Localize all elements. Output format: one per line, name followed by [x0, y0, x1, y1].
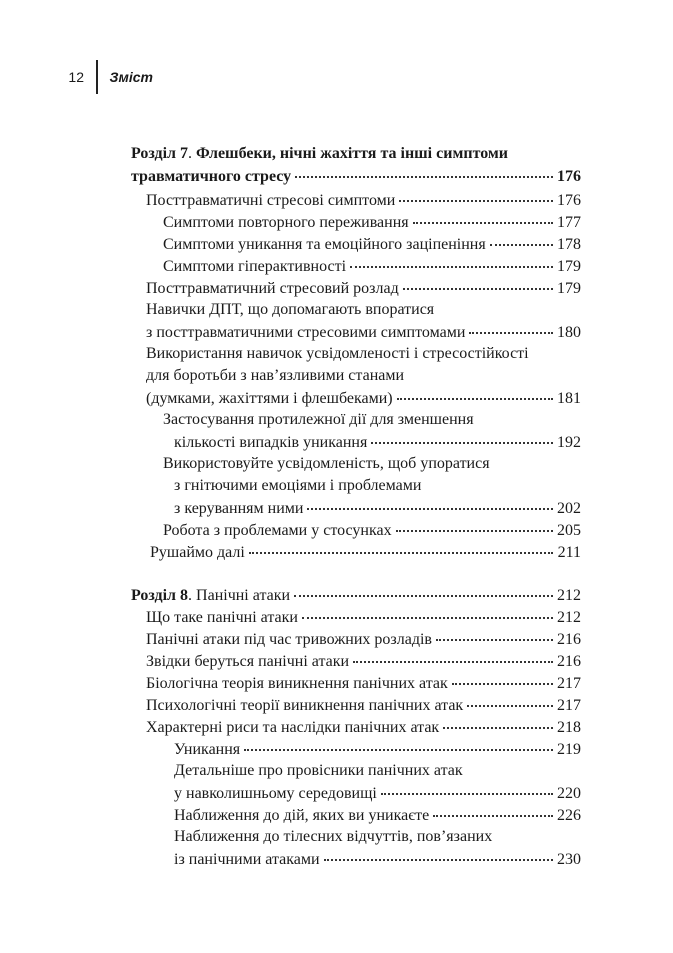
dot-leader: [302, 603, 553, 619]
header-title: Зміст: [109, 69, 153, 85]
toc-entry-text: Використовуйте усвідомленість, щоб упоратися: [163, 455, 490, 472]
toc-page-number: 217: [557, 697, 581, 714]
toc-page-number: 177: [557, 214, 581, 231]
dot-leader: [350, 252, 553, 268]
toc-page-number: 181: [557, 390, 581, 407]
toc-entry-text: Що таке панічні атаки: [146, 609, 298, 626]
dot-leader: [403, 274, 553, 290]
toc-entry-text: Біологічна теорія виникнення панічних атак: [146, 675, 448, 692]
toc-page-number: 212: [557, 609, 581, 626]
toc-entry[interactable]: [146, 343, 581, 365]
dot-leader: [396, 516, 553, 532]
toc-entry-text: Детальніше про провісники панічних атак: [174, 762, 463, 779]
dot-leader: [443, 713, 553, 729]
toc-chapter-7-title-cont[interactable]: [131, 165, 581, 187]
toc-entry-text: Використання навичок усвідомленості і стресостійкості: [146, 345, 529, 362]
dot-leader: [381, 779, 553, 795]
chapter-label: Розділ 7: [131, 145, 189, 162]
dot-leader: [467, 691, 553, 707]
toc-entry[interactable]: [146, 277, 581, 299]
dot-leader: [294, 581, 553, 597]
toc-entry-text: травматичного стресу: [131, 168, 292, 185]
toc-entry-cont[interactable]: [174, 431, 581, 453]
toc-entry-cont[interactable]: [146, 387, 581, 409]
toc-entry-text: Посттравматичні стресові симптоми: [146, 192, 396, 209]
toc-entry-text: Навички ДПТ, що допомагають впоратися: [146, 301, 435, 318]
dot-leader: [397, 384, 553, 400]
toc-entry[interactable]: [174, 738, 581, 760]
toc-entry[interactable]: [163, 453, 581, 475]
toc-entry-text: Наближення до дій, яких ви уникаєте: [174, 807, 430, 824]
toc-entry-text: з посттравматичними стресовими симптомами: [146, 324, 466, 341]
toc-page-number: 176: [557, 192, 581, 209]
toc-page-number: 217: [557, 675, 581, 692]
toc-entry-text: Симптоми повторного переживання: [163, 214, 409, 231]
toc-page-number: 179: [557, 280, 581, 297]
toc-chapter-7-title[interactable]: Розділ 7. Флешбеки, нічні жахіття та інші симптоми: [131, 145, 509, 162]
toc-entry-text: Психологічні теорії виникнення панічних атак: [146, 697, 464, 714]
chapter-title-part: Флешбеки, нічні жахіття та інші симптоми: [192, 145, 509, 162]
header-divider: [96, 60, 98, 94]
toc-entry-text: Симптоми уникання та емоційного заціпеніння: [163, 236, 486, 253]
toc-entry-text: Робота з проблемами у стосунках: [163, 522, 392, 539]
toc-entry-text: Застосування протилежної дії для зменшення: [163, 411, 474, 428]
toc-entry-text: з гнітючими емоціями і проблемами: [174, 477, 422, 494]
toc-entry-text: Панічні атаки під час тривожних розладів: [146, 631, 432, 648]
toc-page-number: 216: [557, 631, 581, 648]
toc-page-number: 202: [557, 500, 581, 517]
toc-page-number: 218: [557, 719, 581, 736]
dot-leader: [436, 625, 553, 641]
toc-entry-text: Рушаймо далі: [150, 544, 245, 561]
dot-leader: [490, 230, 553, 246]
toc-page-number: 219: [557, 741, 581, 758]
toc-page-number: 216: [557, 653, 581, 670]
page-number: 12: [68, 69, 84, 85]
dot-leader: [353, 647, 553, 663]
toc-entry-text: з керуванням ними: [174, 500, 304, 517]
toc-page-number: 179: [557, 258, 581, 275]
dot-leader: [249, 538, 553, 554]
toc-entry-text: у навколишньому середовищі: [174, 785, 377, 802]
toc-entry-text: кількості випадків уникання: [174, 434, 368, 451]
running-header: [62, 60, 153, 94]
dot-leader: [307, 494, 553, 510]
toc-entry-cont[interactable]: [146, 321, 581, 343]
toc-entry-text: Наближення до тілесних відчуттів, пов’язаних: [174, 828, 493, 845]
toc-page-number: 220: [557, 785, 581, 802]
toc-page-number: 176: [557, 168, 581, 185]
dot-leader: [433, 801, 553, 817]
toc-entry-text: для боротьби з нав’язливими станами: [146, 367, 405, 384]
dot-leader: [452, 669, 553, 685]
toc-entry-cont[interactable]: [174, 848, 581, 870]
toc-entry-text: Звідки беруться панічні атаки: [146, 653, 350, 670]
toc-entry-text: із панічними атаками: [174, 851, 320, 868]
toc-entry[interactable]: [150, 541, 581, 563]
dot-leader: [371, 428, 553, 444]
toc-entry[interactable]: [174, 804, 581, 826]
toc-page-number: 180: [557, 324, 581, 341]
toc-page-number: 211: [557, 544, 581, 561]
dot-leader: [295, 162, 553, 178]
toc-entry-text: Посттравматичний стресовий розлад: [146, 280, 399, 297]
dot-leader: [324, 845, 553, 861]
dot-leader: [399, 186, 553, 202]
dot-leader: [469, 318, 553, 334]
toc-entry-text: Уникання: [174, 741, 241, 758]
dot-leader: [244, 735, 553, 751]
toc-entry-text: Симптоми гіперактивності: [163, 258, 347, 275]
chapter-label: Розділ 8: [131, 587, 189, 604]
toc-page-number: 178: [557, 236, 581, 253]
chapter-title-part: . Панічні атаки: [188, 587, 291, 604]
toc-page-number: 205: [557, 522, 581, 539]
toc-page-number: 212: [557, 587, 581, 604]
toc-entry-text: Характерні риси та наслідки панічних атак: [146, 719, 440, 736]
toc-page-number: 226: [557, 807, 581, 824]
toc-page-number: 192: [557, 434, 581, 451]
dot-leader: [413, 208, 553, 224]
toc-page-number: 230: [557, 851, 581, 868]
toc-entry-text: (думками, жахіттями і флешбеками): [146, 390, 393, 407]
